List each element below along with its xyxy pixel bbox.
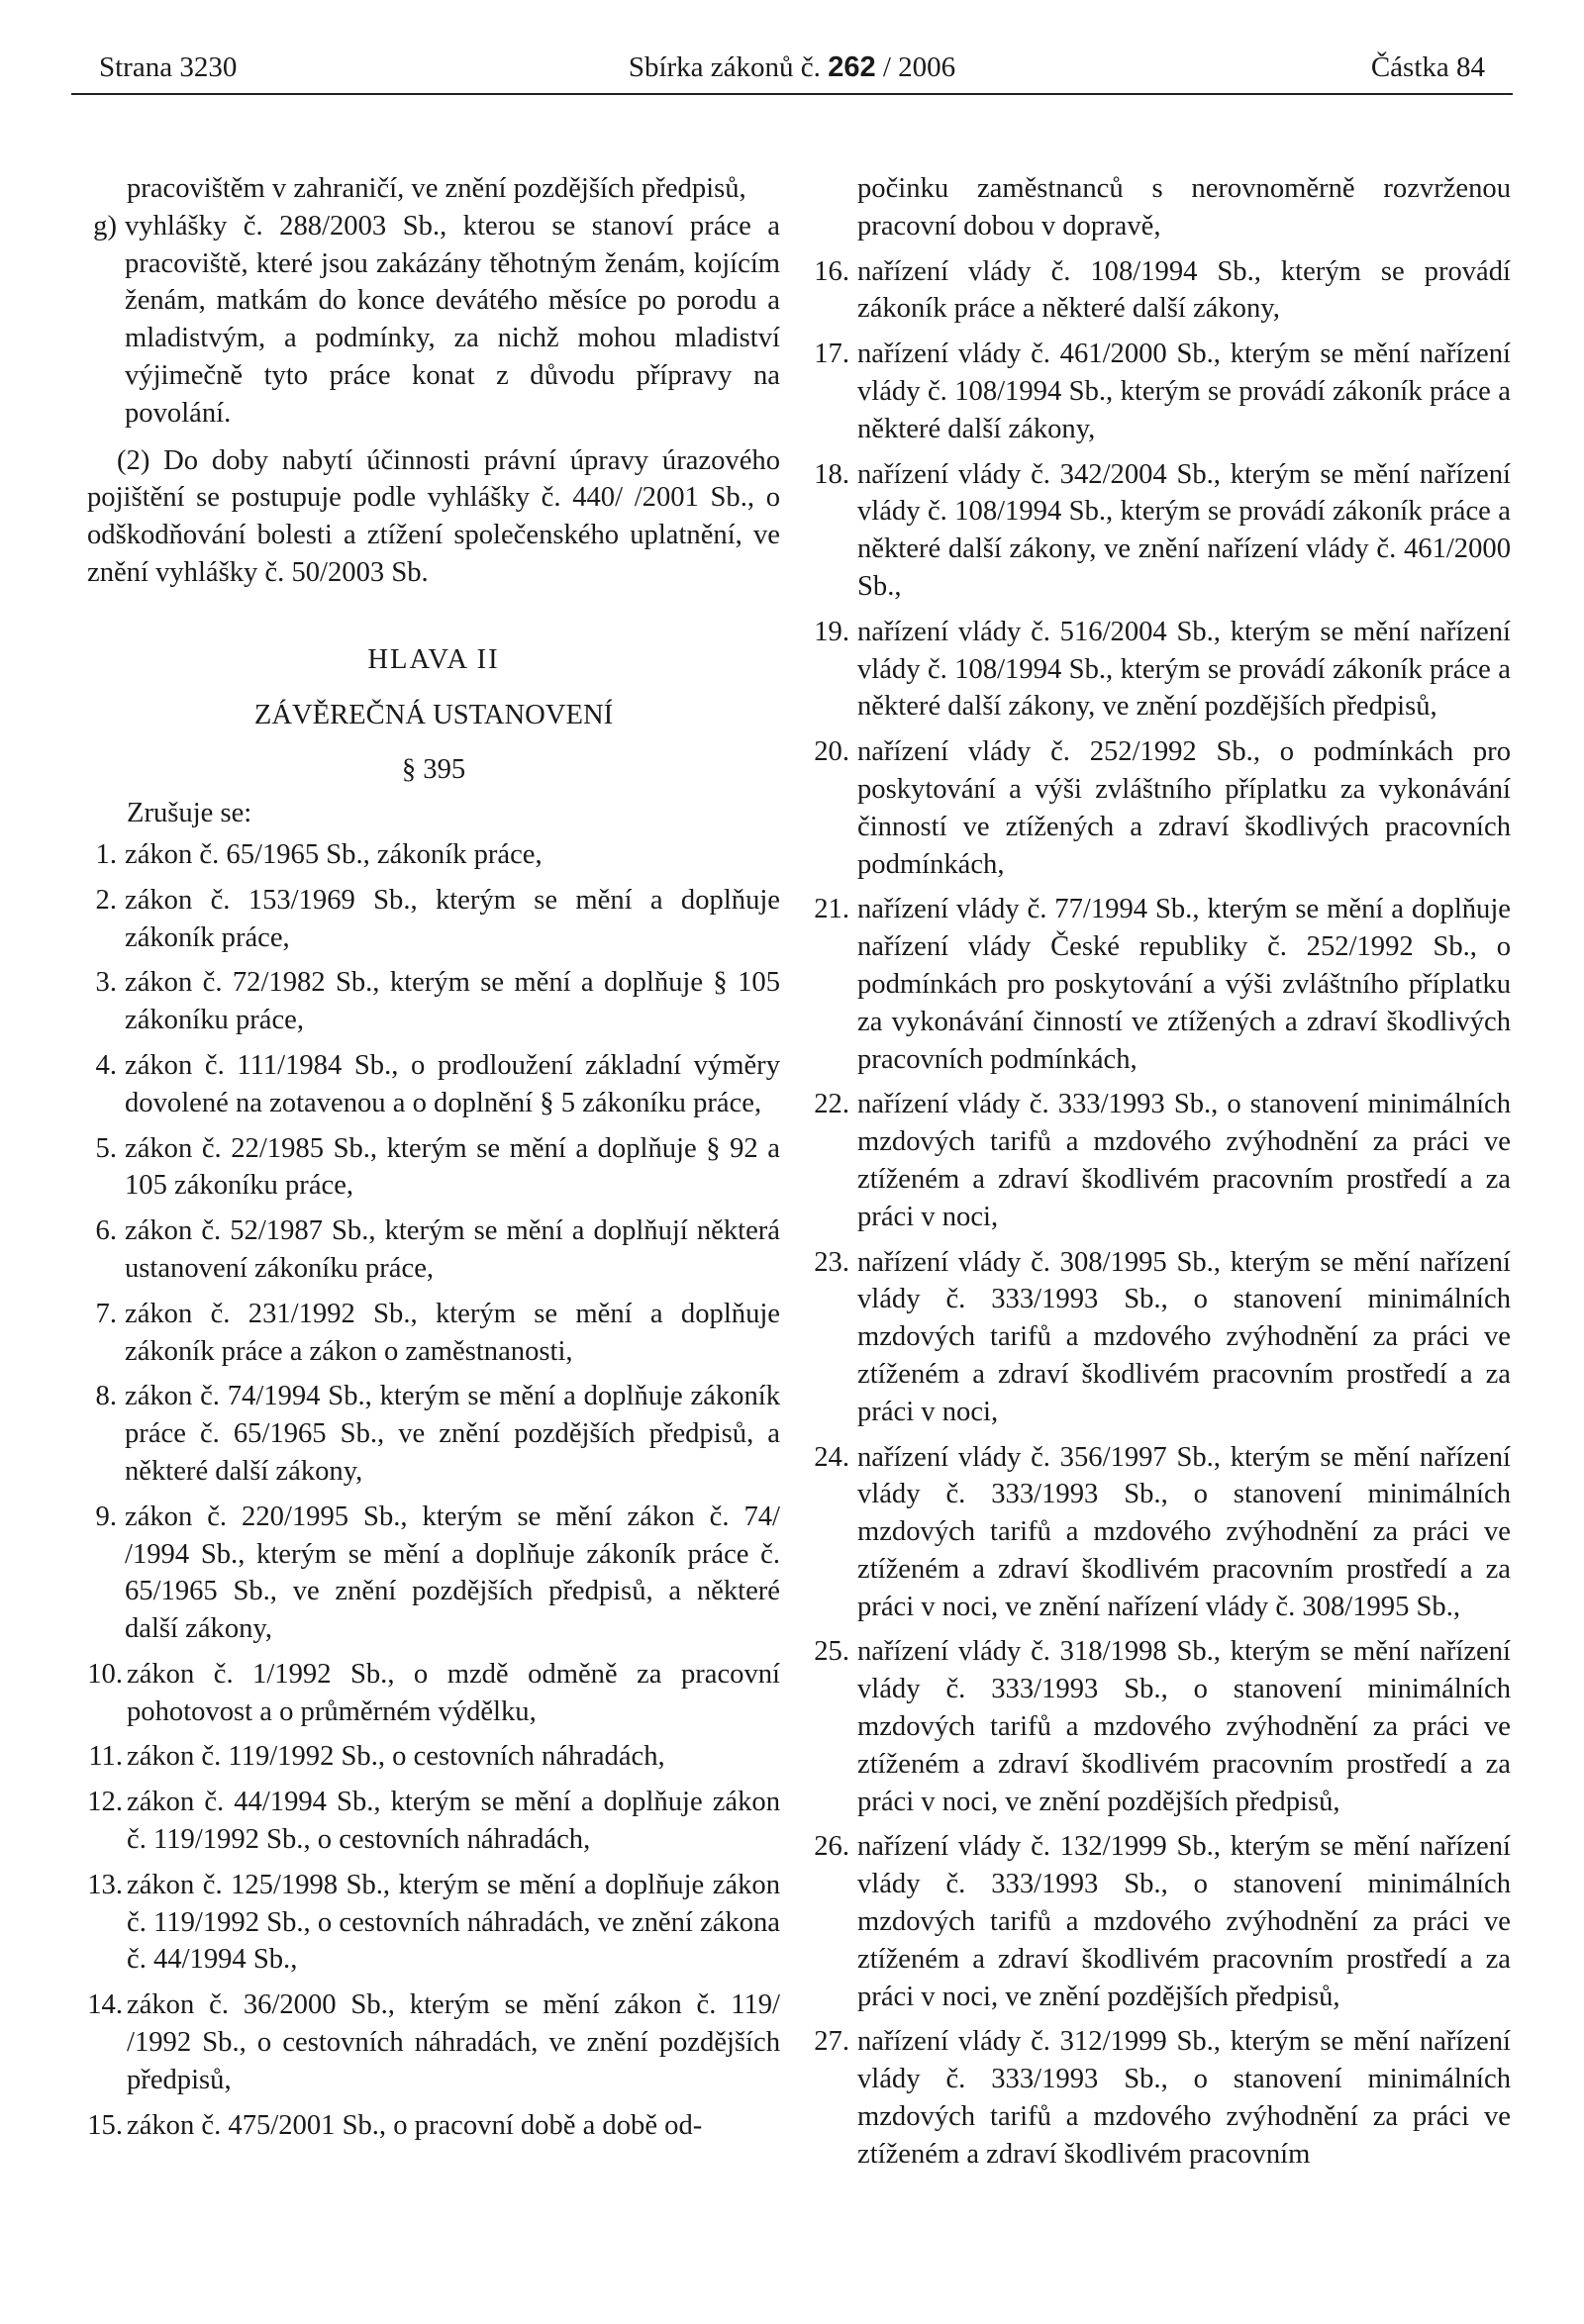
list-item-g	[87, 208, 780, 433]
item-text: nařízení vlády č. 342/2004 Sb., kterým se mění nařízení vlády č. 108/1994 Sb., kterým se provádí zákoník práce a některé další zákony, ve znění nařízení vlády č. 461/2000 Sb.,	[857, 458, 1511, 602]
item-number: 19.	[814, 616, 849, 647]
list-item	[87, 964, 780, 1039]
item-number: 8.	[95, 1381, 117, 1412]
item-number: 15.	[87, 2109, 123, 2141]
item-text: nařízení vlády č. 461/2000 Sb., kterým se mění nařízení vlády č. 108/1994 Sb., kterým se provádí zákoník práce a některé další zákony,	[857, 339, 1511, 444]
page-header	[71, 48, 1513, 95]
item-text: nařízení vlády č. 132/1999 Sb., kterým se mění nařízení vlády č. 333/1993 Sb., o stanovení minimálních mzdových tarifů a mzdového zvýhodnění za práci ve ztíženém a zdraví škodlivém pracovním prostředí a za práci v noci, ve znění pozdějších předpisů,	[857, 1831, 1511, 2012]
item-text: nařízení vlády č. 516/2004 Sb., kterým se mění nařízení vlády č. 108/1994 Sb., kterým se provádí zákoník práce a některé další zákony, ve znění pozdějších předpisů,	[857, 616, 1511, 723]
item-number: 16.	[814, 255, 849, 287]
list-item	[87, 1296, 780, 1371]
list-item	[800, 1439, 1511, 1626]
item-number: 3.	[95, 967, 117, 999]
item-number: 2.	[95, 884, 117, 916]
page-number: Strana 3230	[99, 51, 238, 83]
item-number: 24.	[814, 1441, 849, 1473]
item-text: vyhlášky č. 288/2003 Sb., kterou se stanoví práce a pracoviště, které jsou zakázány těhotným ženám, kojícím ženám, matkám do konce devátého měsíce po porodu a mladistvým, a podmínky, za nichž mohou mladiství výjimečně tyto práce konat z důvodu přípravy na povolání.	[125, 210, 780, 429]
item-number: 1.	[95, 838, 117, 870]
item-number: 13.	[87, 1869, 123, 1900]
item-text: zákon č. 44/1994 Sb., kterým se mění a doplňuje zákon č. 119/1992 Sb., o cestovních náhradách,	[127, 1787, 780, 1856]
item-text: nařízení vlády č. 108/1994 Sb., kterým se provádí zákoník práce a některé další zákony,	[857, 255, 1511, 325]
paragraph-2: (2) Do doby nabytí účinnosti právní úpravy úrazového pojištění se postupuje podle vyhlášky č. 440/ /2001 Sb., o odškodňování bolesti a ztížení společenského uplatnění, ve znění vyhlášky č. 50/2003 Sb.	[87, 444, 780, 588]
item-number: 5.	[95, 1132, 117, 1164]
item-number: 14.	[87, 1989, 123, 2021]
list-item	[87, 1047, 780, 1122]
list-item	[87, 1738, 780, 1776]
item-text: zákon č. 22/1985 Sb., kterým se mění a doplňuje § 92 a 105 zákoníku práce,	[125, 1132, 780, 1202]
list-item	[800, 614, 1511, 726]
list-item	[87, 1212, 780, 1288]
item-number: 23.	[814, 1246, 849, 1278]
list-item	[800, 1633, 1511, 1820]
item-number: 26.	[814, 1831, 849, 1863]
section-lead: Zrušuje se:	[127, 798, 252, 829]
list-item	[800, 1828, 1511, 2015]
list-item	[800, 733, 1511, 883]
list-item	[800, 253, 1511, 329]
item-number: 22.	[814, 1089, 849, 1120]
repealed-list-left	[87, 836, 780, 2145]
list-item	[800, 456, 1511, 606]
item-label: g)	[93, 210, 117, 242]
left-column	[87, 170, 780, 2152]
item-text: zákon č. 231/1992 Sb., kterým se mění a doplňuje zákoník práce a zákon o zaměstnanosti,	[125, 1298, 780, 1367]
item-text: zákon č. 125/1998 Sb., kterým se mění a doplňuje zákon č. 119/1992 Sb., o cestovních náhradách, ve znění zákona č. 44/1994 Sb.,	[127, 1869, 780, 1976]
list-item	[87, 2107, 780, 2145]
item-text: zákon č. 36/2000 Sb., kterým se mění zákon č. 119/ /1992 Sb., o cestovních náhradách, ve znění pozdějších předpisů,	[127, 1989, 780, 2095]
item-text: zákon č. 1/1992 Sb., o mzdě odměně za pracovní pohotovost a o průměrném výdělku,	[127, 1658, 780, 1727]
item-text: nařízení vlády č. 333/1993 Sb., o stanovení minimálních mzdových tarifů a mzdového zvýhodnění za práci ve ztíženém a zdraví škodlivém pracovním prostředí a za práci v noci,	[857, 1089, 1511, 1232]
item-number: 6.	[95, 1215, 117, 1247]
list-item	[87, 882, 780, 957]
list-item	[87, 1130, 780, 1206]
right-column	[800, 170, 1511, 2181]
list-item	[87, 1378, 780, 1490]
list-item	[87, 1784, 780, 1859]
item-number: 27.	[814, 2026, 849, 2058]
collection-year: / 2006	[882, 51, 956, 83]
item-text: zákon č. 74/1994 Sb., kterým se mění a doplňuje zákoník práce č. 65/1965 Sb., ve znění pozdějších předpisů, a některé další zákony,	[125, 1381, 780, 1487]
item-number: 17.	[814, 339, 849, 370]
item-number: 20.	[814, 736, 849, 768]
item-text: nařízení vlády č. 308/1995 Sb., kterým se mění nařízení vlády č. 333/1993 Sb., o stanovení minimálních mzdových tarifů a mzdového zvýhodnění za práci ve ztíženém a zdraví škodlivém pracovním prostředí a za práci v noci,	[857, 1246, 1511, 1427]
collection-number: 262	[828, 51, 876, 83]
item-text: nařízení vlády č. 252/1992 Sb., o podmínkách pro poskytování a výši zvláštního příplatku za vykonávání činností ve ztížených a zdraví škodlivých pracovních podmínkách,	[857, 736, 1511, 880]
list-item	[87, 1656, 780, 1731]
item-text: nařízení vlády č. 312/1999 Sb., kterým se mění nařízení vlády č. 333/1993 Sb., o stanovení minimálních mzdových tarifů a mzdového zvýhodnění za práci ve ztíženém a zdraví škodlivém pracovním	[857, 2026, 1511, 2170]
item-text: zákon č. 65/1965 Sb., zákoník práce,	[125, 838, 543, 870]
list-item	[800, 1244, 1511, 1431]
item-number: 4.	[95, 1049, 117, 1081]
item-number: 21.	[814, 894, 849, 925]
list-item	[800, 1086, 1511, 1235]
chapter-title: ZÁVĚREČNÁ USTANOVENÍ	[253, 699, 614, 730]
list-item	[800, 2023, 1511, 2173]
chapter-heading: HLAVA II	[367, 643, 500, 675]
item-number: 12.	[87, 1787, 123, 1818]
item-text: zákon č. 475/2001 Sb., o pracovní době a době od-	[127, 2109, 703, 2141]
item-text: zákon č. 153/1969 Sb., kterým se mění a doplňuje zákoník práce,	[125, 884, 780, 953]
list-item	[800, 336, 1511, 447]
item-text: nařízení vlády č. 318/1998 Sb., kterým se mění nařízení vlády č. 333/1993 Sb., o stanovení minimálních mzdových tarifů a mzdového zvýhodnění za práci ve ztíženém a zdraví škodlivém pracovním prostředí a za práci v noci, ve znění pozdějších předpisů,	[857, 1636, 1511, 1817]
item-number: 25.	[814, 1636, 849, 1668]
list-item	[800, 891, 1511, 1078]
item-text: zákon č. 111/1984 Sb., o prodloužení základní výměry dovolené na zotavenou a o doplnění § 5 zákoníku práce,	[125, 1049, 780, 1118]
item-text: zákon č. 52/1987 Sb., kterým se mění a doplňují některá ustanovení zákoníku práce,	[125, 1215, 780, 1284]
intro-paragraph: pracovištěm v zahraničí, ve znění pozdějších předpisů,	[127, 173, 746, 204]
repealed-list-right	[800, 253, 1511, 2174]
item-number: 10.	[87, 1658, 123, 1690]
item-number: 7.	[95, 1298, 117, 1329]
list-item	[87, 836, 780, 874]
list-item	[87, 1867, 780, 1979]
collection-prefix: Sbírka zákonů č.	[628, 51, 821, 83]
list-item	[87, 1499, 780, 1648]
item-text: zákon č. 72/1982 Sb., kterým se mění a doplňuje § 105 zákoníku práce,	[125, 967, 780, 1036]
right-intro: počinku zaměstnanců s nerovnoměrně rozvrženou pracovní dobou v dopravě,	[857, 173, 1511, 242]
item-text: zákon č. 119/1992 Sb., o cestovních náhradách,	[127, 1741, 665, 1773]
item-text: nařízení vlády č. 77/1994 Sb., kterým se mění a doplňuje nařízení vlády České republiky č. 252/1992 Sb., o podmínkách pro poskytování a výši zvláštního příplatku za vykonávání činností ve ztížených a zdraví škodlivých pracovních podmínkách,	[857, 894, 1511, 1075]
item-number: 11.	[88, 1741, 123, 1773]
collection-title	[71, 51, 1513, 84]
part-number: Částka 84	[1370, 51, 1485, 83]
item-number: 9.	[95, 1501, 117, 1532]
section-number: § 395	[401, 754, 466, 786]
item-text: zákon č. 220/1995 Sb., kterým se mění zákon č. 74/ /1994 Sb., kterým se mění a doplňuje zákoník práce č. 65/1965 Sb., ve znění pozdějších předpisů, a některé další zákony,	[125, 1501, 780, 1645]
item-number: 18.	[814, 458, 849, 490]
item-text: nařízení vlády č. 356/1997 Sb., kterým se mění nařízení vlády č. 333/1993 Sb., o stanovení minimálních mzdových tarifů a mzdového zvýhodnění za práci ve ztíženém a zdraví škodlivém pracovním prostředí a za práci v noci, ve znění nařízení vlády č. 308/1995 Sb.,	[857, 1441, 1511, 1622]
list-item	[87, 1986, 780, 2098]
